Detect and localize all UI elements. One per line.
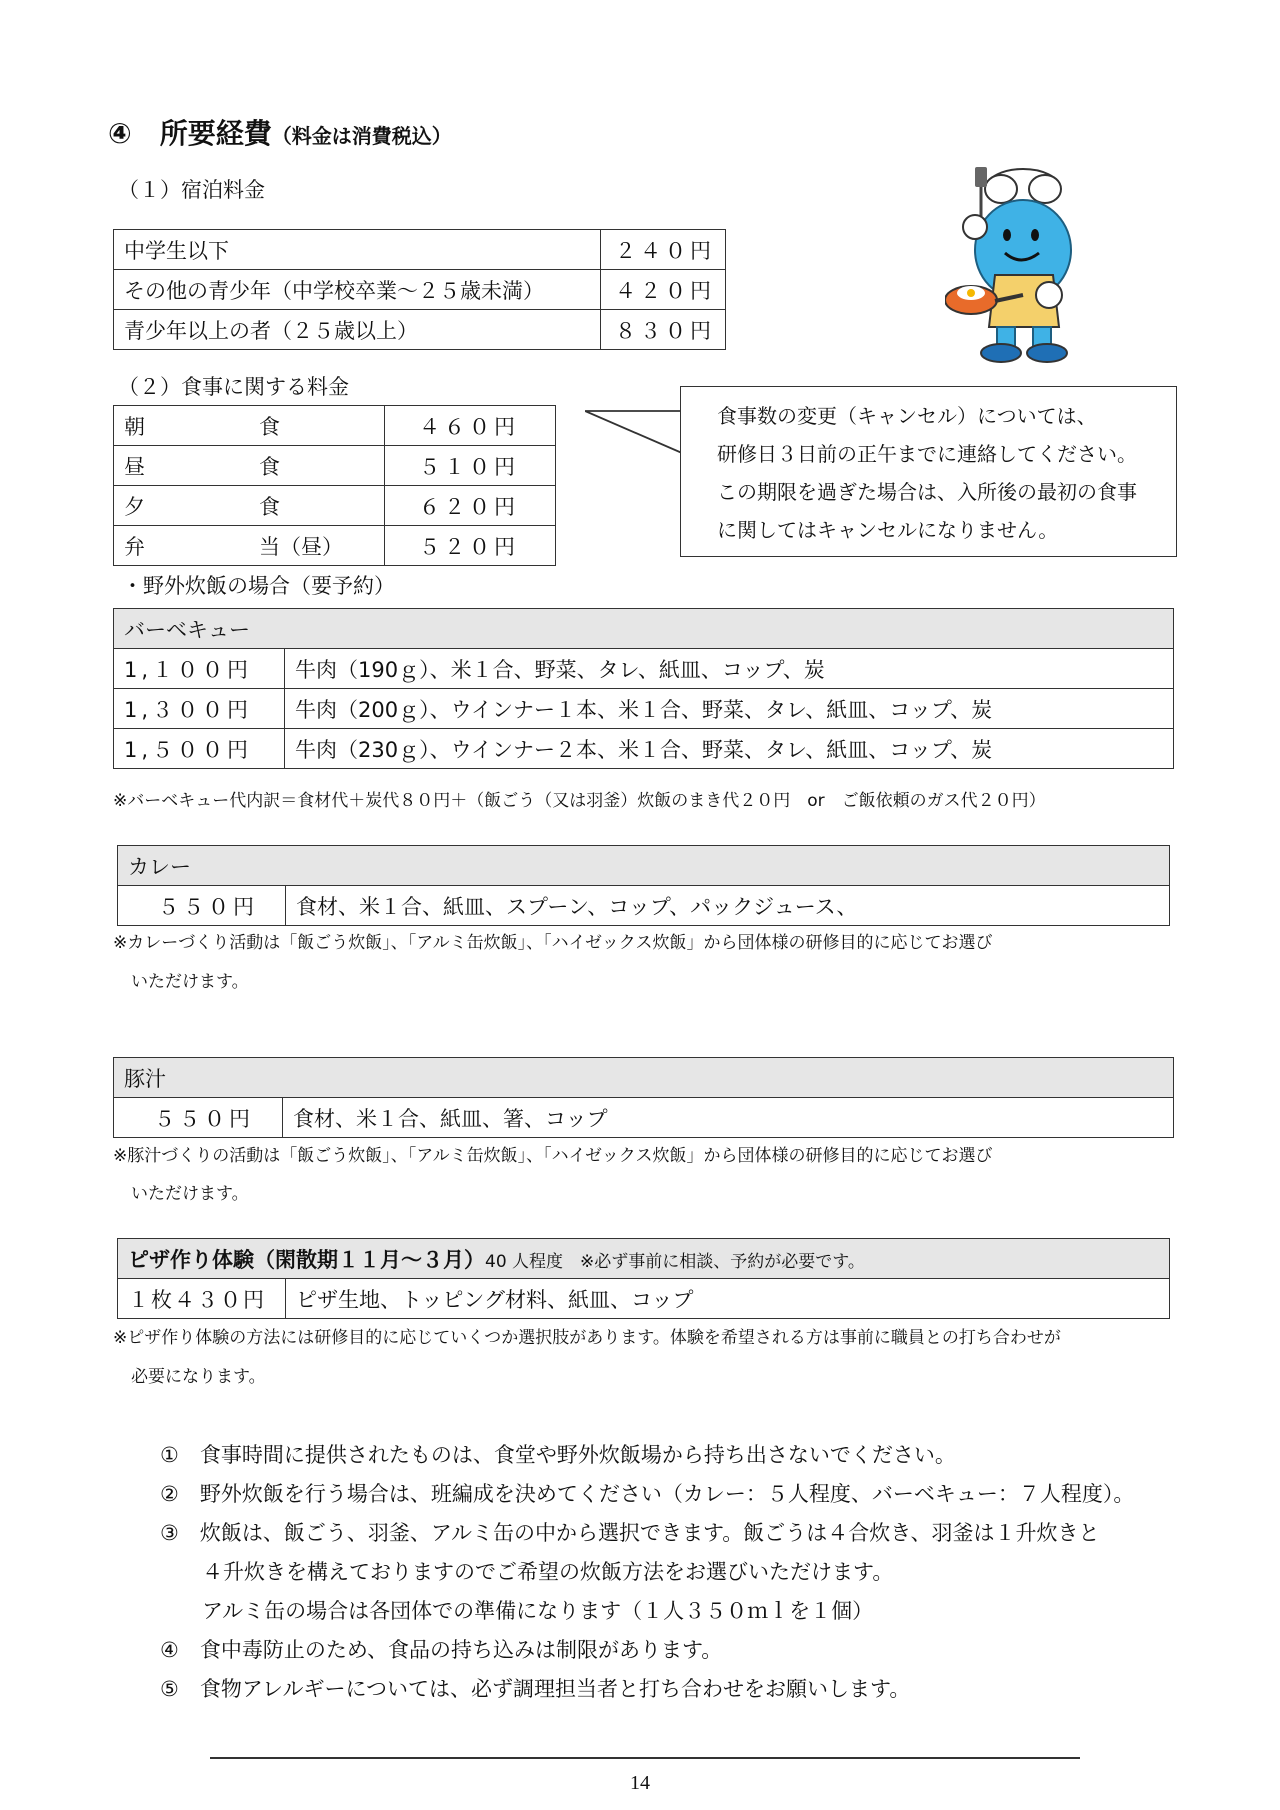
list-item: ③ 炊飯は、飯ごう、羽釜、アルミ缶の中から選択できます。飯ごうは４合炊き、羽釜は１升炊きと	[160, 1521, 1100, 1545]
notes-list	[160, 1436, 1134, 1709]
table-row	[114, 310, 726, 350]
bbq-table	[113, 608, 1174, 769]
lodging-title: （１）宿泊料金	[118, 178, 265, 202]
footer-divider	[210, 1757, 1080, 1759]
callout-line: 研修日３日前の正午までに連絡してください。	[717, 442, 1137, 466]
curry-header: カレー	[118, 846, 1170, 886]
tonjiru-note-continued: いただけます。	[131, 1184, 249, 1204]
section-heading	[108, 112, 452, 152]
callout-pointer	[585, 405, 685, 465]
table-row	[114, 526, 556, 566]
list-item: ④ 食中毒防止のため、食品の持ち込みは制限があります。	[160, 1638, 723, 1662]
meal-price: ５１０円	[385, 446, 556, 486]
cancellation-callout	[680, 386, 1177, 557]
chef-mascot-illustration	[945, 165, 1095, 365]
lodging-label: 青少年以上の者（２５歳以上）	[114, 310, 601, 350]
pizza-price: １枚４３０円	[118, 1279, 286, 1319]
meal-price: ５２０円	[385, 526, 556, 566]
lodging-price: ８３０円	[601, 310, 726, 350]
table-header-row	[114, 1058, 1174, 1098]
meal-name: 夕 食	[114, 486, 385, 526]
table-row	[114, 486, 556, 526]
curry-note-continued: いただけます。	[131, 972, 249, 992]
table-row	[114, 406, 556, 446]
table-row	[114, 689, 1174, 729]
tonjiru-table	[113, 1057, 1174, 1138]
list-item: ② 野外炊飯を行う場合は、班編成を決めてください（カレー：５人程度、バーベキュー：７人程度）。	[160, 1482, 1135, 1506]
heading-sub: （料金は消費税込）	[271, 124, 452, 148]
outdoor-title: ・野外炊飯の場合（要予約）	[122, 574, 395, 598]
meal-price: ６２０円	[385, 486, 556, 526]
table-row	[114, 649, 1174, 689]
callout-line: 食事数の変更（キャンセル）については、	[717, 404, 1097, 428]
callout-line: この期限を過ぎた場合は、入所後の最初の食事	[717, 480, 1137, 504]
bbq-items: 牛肉（190ｇ）、米１合、野菜、タレ、紙皿、コップ、炭	[285, 649, 1174, 689]
table-row	[114, 230, 726, 270]
bbq-price: 1,１００円	[114, 649, 285, 689]
tonjiru-items: 食材、米１合、紙皿、箸、コップ	[283, 1098, 1174, 1138]
bbq-price: 1,３００円	[114, 689, 285, 729]
meals-title: （２）食事に関する料金	[118, 375, 349, 399]
bbq-items: 牛肉（200ｇ）、ウインナー１本、米１合、野菜、タレ、紙皿、コップ、炭	[285, 689, 1174, 729]
list-item: ⑤ 食物アレルギーについては、必ず調理担当者と打ち合わせをお願いします。	[160, 1677, 911, 1701]
lodging-price: ２４０円	[601, 230, 726, 270]
bbq-header: バーベキュー	[114, 609, 1174, 649]
bbq-price: 1,５００円	[114, 729, 285, 769]
meals-table	[113, 405, 556, 566]
table-header-row	[118, 846, 1170, 886]
pizza-note: ※ピザ作り体験の方法には研修目的に応じていくつか選択肢があります。体験を希望される方は事前に職員との打ち合わせが	[113, 1328, 1061, 1348]
table-row	[118, 1279, 1170, 1319]
table-row	[118, 886, 1170, 926]
tonjiru-price: ５５０円	[114, 1098, 283, 1138]
table-row	[114, 270, 726, 310]
list-item: アルミ缶の場合は各団体での準備になります（１人３５０ｍｌを１個）	[160, 1599, 874, 1623]
pizza-items: ピザ生地、トッピング材料、紙皿、コップ	[286, 1279, 1170, 1319]
table-header-row	[114, 609, 1174, 649]
meal-name: 弁 当（昼）	[114, 526, 385, 566]
pizza-table	[117, 1238, 1170, 1319]
curry-price: ５５０円	[118, 886, 286, 926]
pizza-header-title: ピザ作り体験（閑散期１１月～３月）	[128, 1247, 485, 1272]
table-row	[114, 729, 1174, 769]
table-row	[114, 446, 556, 486]
table-header-row	[118, 1239, 1170, 1279]
meal-price: ４６０円	[385, 406, 556, 446]
curry-table	[117, 845, 1170, 926]
bbq-note: ※バーベキュー代内訳＝食材代＋炭代８０円＋（飯ごう（又は羽釜）炊飯のまき代２０円 or ご飯依頼のガス代２０円）	[113, 791, 1046, 811]
bbq-items: 牛肉（230ｇ）、ウインナー２本、米１合、野菜、タレ、紙皿、コップ、炭	[285, 729, 1174, 769]
table-row	[114, 1098, 1174, 1138]
heading-title: ④ 所要経費	[108, 117, 272, 150]
meal-name: 朝 食	[114, 406, 385, 446]
curry-note: ※カレーづくり活動は「飯ごう炊飯」、「アルミ缶炊飯」、「ハイゼックス炊飯」から団体様の研修目的に応じてお選び	[113, 933, 993, 953]
lodging-table	[113, 229, 726, 350]
page-number: 14	[630, 1772, 650, 1794]
list-item: ① 食事時間に提供されたものは、食堂や野外炊飯場から持ち出さないでください。	[160, 1443, 956, 1467]
list-item: ４升炊きを構えておりますのでご希望の炊飯方法をお選びいただけます。	[160, 1560, 894, 1584]
lodging-price: ４２０円	[601, 270, 726, 310]
curry-items: 食材、米１合、紙皿、スプーン、コップ、パックジュース、	[286, 886, 1170, 926]
tonjiru-header: 豚汁	[114, 1058, 1174, 1098]
lodging-label: 中学生以下	[114, 230, 601, 270]
callout-line: に関してはキャンセルになりません。	[717, 518, 1059, 542]
pizza-header-detail: 40 人程度 ※必ず事前に相談、予約が必要です。	[485, 1251, 865, 1272]
pizza-header	[118, 1239, 1170, 1279]
lodging-label: その他の青少年（中学校卒業～２５歳未満）	[114, 270, 601, 310]
tonjiru-note: ※豚汁づくりの活動は「飯ごう炊飯」、「アルミ缶炊飯」、「ハイゼックス炊飯」から団体様の研修目的に応じてお選び	[113, 1146, 993, 1166]
meal-name: 昼 食	[114, 446, 385, 486]
pizza-note-continued: 必要になります。	[131, 1367, 266, 1387]
